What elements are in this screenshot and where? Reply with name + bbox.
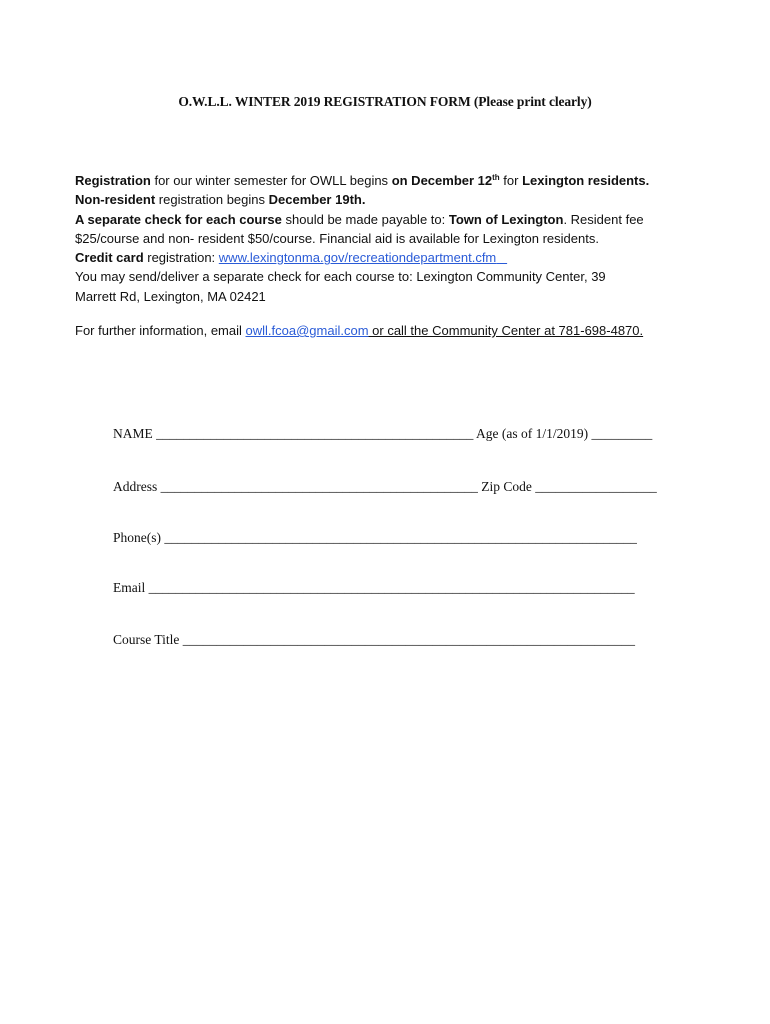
intro-text-span: . Resident fee [563,211,644,227]
intro-line-6: You may send/deliver a separate check for each course to: Lexington Community Center, 39 [75,269,606,285]
start-date-non-resident: December 19th. [268,192,366,208]
email-link[interactable]: owll.fcoa@gmail.com [245,323,369,338]
intro-text-span: for [499,173,523,188]
intro-text-span: for our winter semester for OWLL begins [150,173,392,188]
email-field[interactable]: Email ________________________________________________________________________ [113,580,635,595]
non-resident-label: Non-resident [75,192,156,208]
contact-suffix: or call the Community Center at 781-698-4870. [368,323,644,338]
registration-link[interactable]: www.lexingtonma.gov/recreationdepartment.cfm [218,250,497,266]
contact-prefix: For further information, email [75,323,246,338]
registration-label: Registration [75,173,151,188]
phone-field[interactable]: Phone(s) ______________________________________________________________________ [113,530,637,545]
intro-line-1 [75,171,715,190]
start-date-resident: on December 12th [391,173,500,188]
payee-label: Town of Lexington [448,211,564,227]
name-age-field[interactable]: NAME _______________________________________________ Age (as of 1/1/2019) _________ [113,426,653,441]
separate-check-label: A separate check for each course [75,211,282,227]
intro-text-span: registration begins [155,192,269,208]
intro-line-2 [75,190,715,209]
lexington-residents-label: Lexington residents. [522,173,650,188]
intro-line-3 [75,210,715,229]
intro-text [75,171,715,306]
form-title: O.W.L.L. WINTER 2019 REGISTRATION FORM (Please print clearly) [178,94,592,109]
intro-text-span: should be made payable to: [281,211,449,227]
address-zip-field[interactable]: Address _______________________________________________ Zip Code __________________ [113,479,657,494]
intro-line-7: Marrett Rd, Lexington, MA 02421 [75,288,266,304]
intro-line-4: $25/course and non- resident $50/course. Financial aid is available for Lexington residents. [75,230,599,246]
course-title-field[interactable]: Course Title ___________________________________________________________________ [113,632,636,647]
contact-info [75,323,643,338]
credit-card-label: Credit card [75,250,144,266]
intro-text-span: registration: [143,250,219,266]
intro-line-5 [75,248,715,267]
